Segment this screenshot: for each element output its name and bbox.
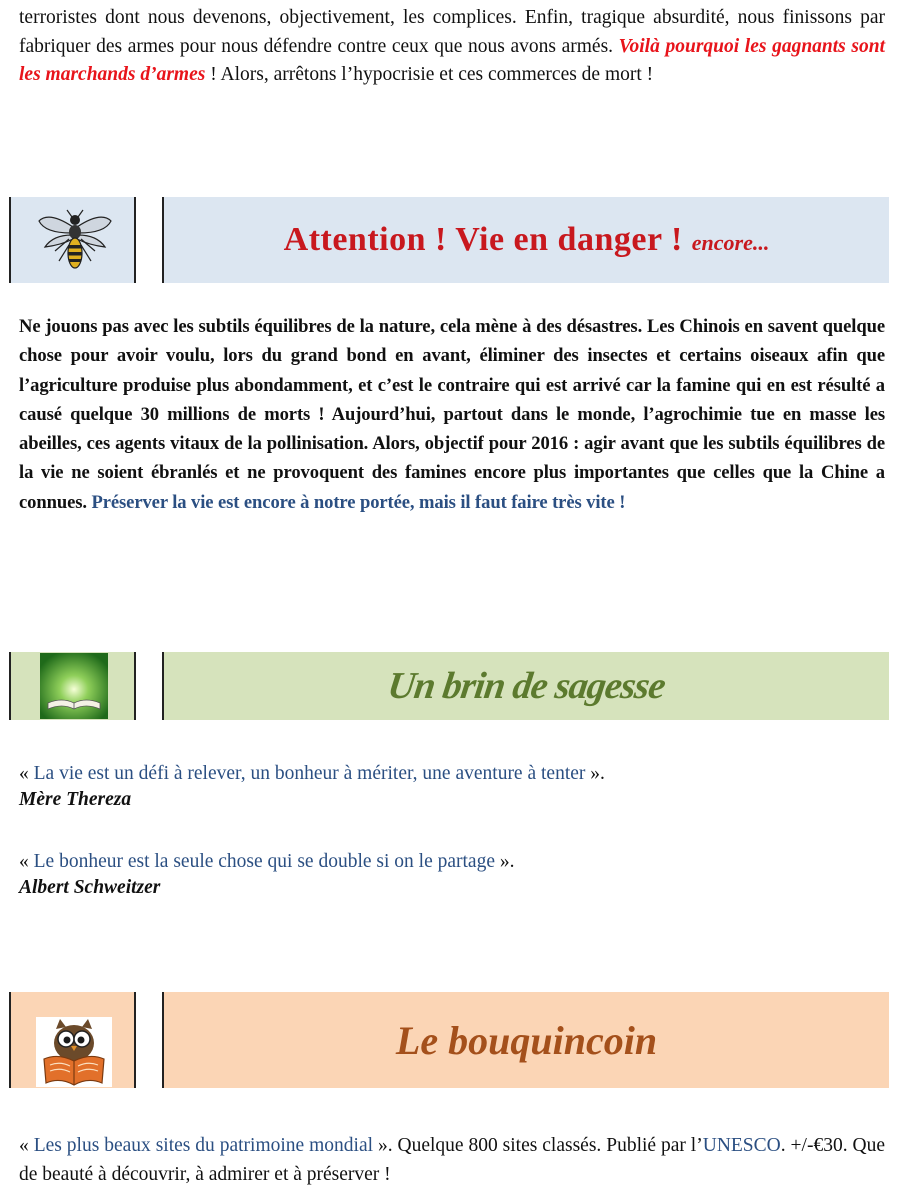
book-paragraph: [19, 1131, 885, 1189]
intro-text: terroristes dont nous devenons, objectivement, les complices. Enfin, tragique absurdité, nous finissons par fabriquer des armes pour nous défendre contre ceux que nous avons armés.: [19, 7, 885, 57]
quote-1: [19, 760, 605, 788]
book-text-end: . +/-€30. Que de beauté à découvrir, à admirer et à préserver !: [19, 1135, 886, 1185]
bees-paragraph: [19, 312, 885, 517]
section-title-suffix: encore...: [691, 230, 770, 255]
section-icon-box: [9, 652, 136, 720]
reading-owl-icon: [36, 1017, 112, 1087]
bee-icon: [35, 207, 115, 271]
intro-emphasis: Voilà pourquoi les gagnants sont les marchands d’armes: [19, 35, 885, 85]
book-title: Les plus beaux sites du patrimoine mondial: [33, 1135, 374, 1156]
quote-text: Le bonheur est la seule chose qui se double si on le partage: [33, 851, 495, 872]
quote-close: ».: [494, 851, 515, 872]
section-icon-box: [9, 197, 136, 283]
bees-highlight: Préserver la vie est encore à notre portée, mais il faut faire très vite !: [91, 491, 626, 513]
section-title: [284, 221, 770, 259]
quote-text: La vie est un défi à relever, un bonheur à mériter, une aventure à tenter: [33, 763, 586, 784]
quote-author-2: Albert Schweitzer: [19, 877, 161, 898]
intro-text-end: ! Alors, arrêtons l’hypocrisie et ces commerces de mort !: [205, 64, 654, 85]
open-book-icon: [40, 653, 108, 719]
section-title-main: Attention ! Vie en danger !: [283, 221, 692, 258]
section-title-box: [162, 197, 889, 283]
quote-open: «: [19, 851, 34, 872]
section-header-danger: [9, 197, 887, 283]
section-title-box: [162, 652, 889, 720]
bees-text: Ne jouons pas avec les subtils équilibres de la nature, cela mène à des désastres. Les Chinois en savent quelque chose pour avoir voulu, lors du grand bond en avant, éliminer des insectes et certains oiseaux afin que l’agriculture produise plus abondamment, et c’est le contraire qui est arrivé car la famine qui en est résulté a causé quelque 30 millions de morts ! Aujourd’hui, partout dans le monde, l’agrochimie tue en masse les abeilles, ces agents vitaux de la pollinisation. Alors, objectif pour 2016 : agir avant que les subtils équilibres de la vie ne soient ébranlés et ne provoquent des famines encore plus importantes que celles que la Chine a connues.: [19, 316, 885, 513]
quote-2: [19, 848, 514, 876]
section-title-box: [162, 992, 889, 1088]
section-title: Un brin de sagesse: [385, 665, 668, 707]
section-title: Le bouquincoin: [395, 1017, 658, 1063]
section-header-wisdom: [9, 652, 887, 720]
book-open-quote: «: [19, 1135, 34, 1156]
section-header-books: [9, 992, 887, 1088]
quote-author-1: Mère Thereza: [19, 789, 132, 810]
section-icon-box: [9, 992, 136, 1088]
quote-close: ».: [585, 763, 605, 784]
book-publisher: UNESCO: [702, 1135, 781, 1156]
book-text: ». Quelque 800 sites classés. Publié par l’: [373, 1135, 703, 1156]
quote-open: «: [19, 763, 34, 784]
intro-paragraph: [19, 4, 885, 90]
